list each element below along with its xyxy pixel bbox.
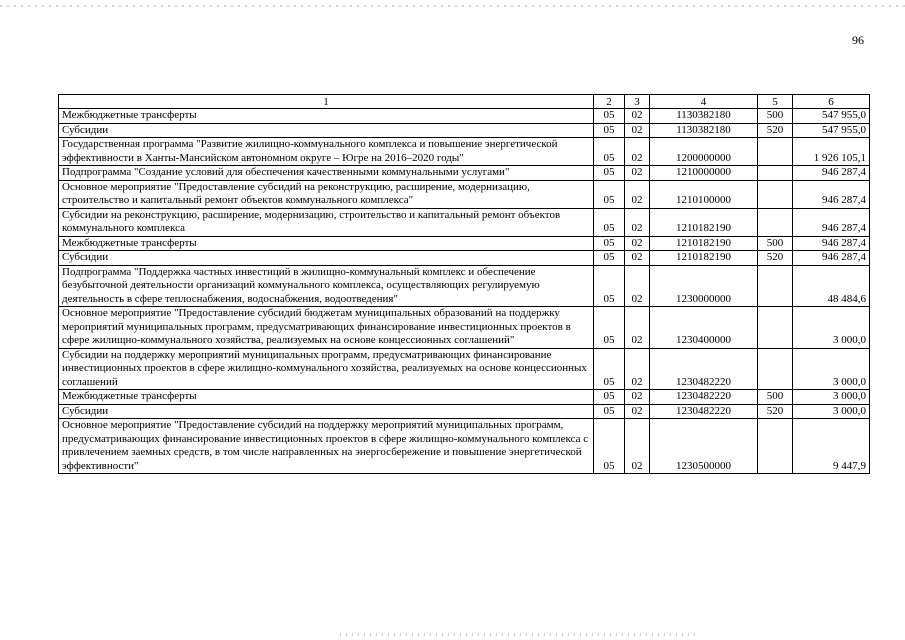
amount-cell: 946 287,4 <box>793 251 870 266</box>
target-article-cell: 1210182190 <box>650 251 758 266</box>
section-code-cell: 05 <box>594 265 625 307</box>
subsection-code-cell: 02 <box>625 390 650 405</box>
section-code-cell: 05 <box>594 251 625 266</box>
subsection-code-cell: 02 <box>625 208 650 236</box>
section-code-cell: 05 <box>594 166 625 181</box>
amount-cell: 3 000,0 <box>793 404 870 419</box>
row-name-cell: Основное мероприятие "Предоставление субсидий на поддержку мероприятий муниципальных программ, предусматривающих финансирование инвестиционных проектов в сфере жилищно-коммунального комплекса с привлечением заемных средств, в том числе направленных на энергосбережение и повышение энергетической эффективности" <box>59 419 594 474</box>
expense-type-cell <box>758 180 793 208</box>
subsection-code-cell: 02 <box>625 419 650 474</box>
target-article-cell: 1200000000 <box>650 138 758 166</box>
section-code-cell: 05 <box>594 307 625 349</box>
row-name-cell: Межбюджетные трансферты <box>59 109 594 124</box>
subsection-code-cell: 02 <box>625 123 650 138</box>
table-row <box>59 419 870 474</box>
target-article-cell: 1230482220 <box>650 348 758 390</box>
column-header: 5 <box>758 95 793 109</box>
amount-cell: 3 000,0 <box>793 390 870 405</box>
row-name-cell: Субсидии <box>59 251 594 266</box>
row-name-cell: Подпрограмма "Создание условий для обеспечения качественными коммунальными услугами" <box>59 166 594 181</box>
row-name-cell: Государственная программа "Развитие жилищно-коммунального комплекса и повышение энергетической эффективности в Ханты-Мансийском автономном округе – Югре на 2016–2020 годы" <box>59 138 594 166</box>
row-name-cell: Субсидии <box>59 404 594 419</box>
scan-artifact-top <box>0 5 905 7</box>
amount-cell: 547 955,0 <box>793 123 870 138</box>
target-article-cell: 1210182190 <box>650 208 758 236</box>
expense-type-cell <box>758 419 793 474</box>
target-article-cell: 1230400000 <box>650 307 758 349</box>
section-code-cell: 05 <box>594 138 625 166</box>
target-article-cell: 1130382180 <box>650 109 758 124</box>
target-article-cell: 1230482220 <box>650 404 758 419</box>
amount-cell: 946 287,4 <box>793 180 870 208</box>
expense-type-cell <box>758 307 793 349</box>
section-code-cell: 05 <box>594 236 625 251</box>
section-code-cell: 05 <box>594 419 625 474</box>
subsection-code-cell: 02 <box>625 109 650 124</box>
row-name-cell: Основное мероприятие "Предоставление субсидий бюджетам муниципальных образований на поддержку мероприятий муниципальных программ, предусматривающих финансирование инвестиционных проектов в сфере жилищно-коммунального хозяйства, реализуемых на основе концессионных соглашений" <box>59 307 594 349</box>
row-name-cell: Подпрограмма "Поддержка частных инвестиций в жилищно-коммунальный комплекс и обеспечение безубыточной деятельности организаций коммунального комплекса, осуществляющих регулируемую деятельность в сфере теплоснабжения, водоснабжения, водоотведения" <box>59 265 594 307</box>
expense-type-cell: 500 <box>758 390 793 405</box>
column-header: 1 <box>59 95 594 109</box>
row-name-cell: Субсидии <box>59 123 594 138</box>
amount-cell: 946 287,4 <box>793 236 870 251</box>
section-code-cell: 05 <box>594 208 625 236</box>
expense-type-cell: 500 <box>758 109 793 124</box>
amount-cell: 48 484,6 <box>793 265 870 307</box>
subsection-code-cell: 02 <box>625 251 650 266</box>
amount-cell: 1 926 105,1 <box>793 138 870 166</box>
row-name-cell: Межбюджетные трансферты <box>59 390 594 405</box>
subsection-code-cell: 02 <box>625 138 650 166</box>
amount-cell: 946 287,4 <box>793 208 870 236</box>
expense-type-cell <box>758 348 793 390</box>
column-header: 4 <box>650 95 758 109</box>
expense-type-cell: 520 <box>758 404 793 419</box>
target-article-cell: 1230482220 <box>650 390 758 405</box>
amount-cell: 3 000,0 <box>793 307 870 349</box>
row-name-cell: Субсидии на поддержку мероприятий муниципальных программ, предусматривающих финансирование инвестиционных проектов в сфере жилищно-коммунального хозяйства, реализуемых на основе концессионных соглашений <box>59 348 594 390</box>
expense-type-cell <box>758 138 793 166</box>
table-row <box>59 251 870 266</box>
section-code-cell: 05 <box>594 348 625 390</box>
target-article-cell: 1230500000 <box>650 419 758 474</box>
subsection-code-cell: 02 <box>625 404 650 419</box>
table-row <box>59 123 870 138</box>
target-article-cell: 1210000000 <box>650 166 758 181</box>
table-row <box>59 404 870 419</box>
table-row <box>59 348 870 390</box>
row-name-cell: Межбюджетные трансферты <box>59 236 594 251</box>
table-row <box>59 265 870 307</box>
expense-type-cell <box>758 265 793 307</box>
expense-type-cell <box>758 166 793 181</box>
expense-type-cell: 500 <box>758 236 793 251</box>
row-name-cell: Основное мероприятие "Предоставление субсидий на реконструкцию, расширение, модернизацию, строительство и капитальный ремонт объектов коммунального комплекса" <box>59 180 594 208</box>
expense-type-cell: 520 <box>758 251 793 266</box>
budget-table <box>58 94 870 474</box>
subsection-code-cell: 02 <box>625 307 650 349</box>
column-header: 2 <box>594 95 625 109</box>
target-article-cell: 1230000000 <box>650 265 758 307</box>
row-name-cell: Субсидии на реконструкцию, расширение, модернизацию, строительство и капитальный ремонт объектов коммунального комплекса <box>59 208 594 236</box>
subsection-code-cell: 02 <box>625 166 650 181</box>
section-code-cell: 05 <box>594 109 625 124</box>
amount-cell: 9 447,9 <box>793 419 870 474</box>
header-row <box>59 95 870 109</box>
table-row <box>59 208 870 236</box>
section-code-cell: 05 <box>594 390 625 405</box>
column-header: 6 <box>793 95 870 109</box>
column-header: 3 <box>625 95 650 109</box>
target-article-cell: 1130382180 <box>650 123 758 138</box>
table-row <box>59 180 870 208</box>
subsection-code-cell: 02 <box>625 265 650 307</box>
subsection-code-cell: 02 <box>625 236 650 251</box>
table-row <box>59 109 870 124</box>
table-row <box>59 166 870 181</box>
section-code-cell: 05 <box>594 123 625 138</box>
expense-type-cell: 520 <box>758 123 793 138</box>
scan-artifact-bottom <box>340 633 700 636</box>
amount-cell: 3 000,0 <box>793 348 870 390</box>
amount-cell: 547 955,0 <box>793 109 870 124</box>
expense-type-cell <box>758 208 793 236</box>
table-row <box>59 138 870 166</box>
subsection-code-cell: 02 <box>625 180 650 208</box>
amount-cell: 946 287,4 <box>793 166 870 181</box>
table-row <box>59 390 870 405</box>
section-code-cell: 05 <box>594 180 625 208</box>
subsection-code-cell: 02 <box>625 348 650 390</box>
target-article-cell: 1210182190 <box>650 236 758 251</box>
section-code-cell: 05 <box>594 404 625 419</box>
table-row <box>59 307 870 349</box>
table-row <box>59 236 870 251</box>
target-article-cell: 1210100000 <box>650 180 758 208</box>
page-number: 96 <box>852 33 864 47</box>
